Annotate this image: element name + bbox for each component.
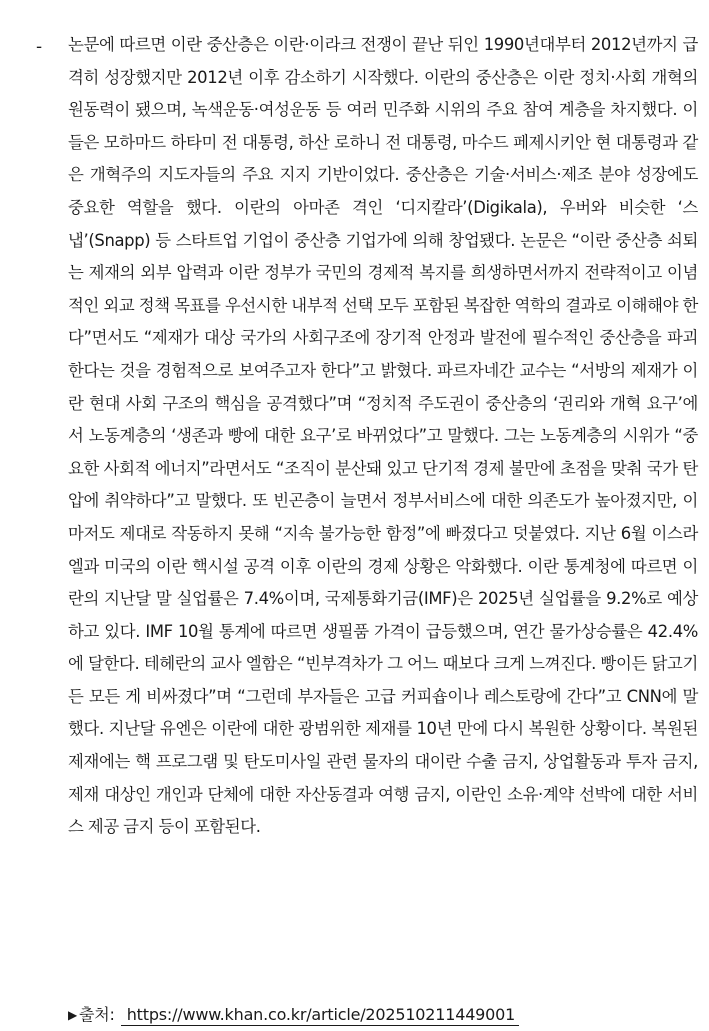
source-line [68, 1000, 519, 1031]
triangle-right-icon: ▶ [68, 1008, 78, 1022]
body-paragraph: 논문에 따르면 이란 중산층은 이란·이라크 전쟁이 끝난 뒤인 1990년대부터 2012년까지 급격히 성장했지만 2012년 이후 감소하기 시작했다. 이란의 중산층은 이란 정치·사회 개혁의 원동력이 됐으며, 녹색운동·여성운동 등 여러 민주화 시위의 주요 참여 계층을 차지했다. 이들은 모하마드 하타미 전 대통령, 하산 로하니 전 대통령, 마수드 페제시키안 현 대통령과 같은 개혁주의 지도자들의 주요 지지 기반이었다. 중산층은 기술·서비스·제조 분야 성장에도 중요한 역할을 했다. 이란의 아마존 격인 ‘디지칼라’(Digikala), 우버와 비슷한 ‘스냅’(Snapp) 등 스타트업 기업이 중산층 기업가에 의해 창업됐다. 논문은 “이란 중산층 쇠퇴는 제재의 외부 압력과 이란 정부가 국민의 경제적 복지를 희생하면서까지 전략적이고 이념적인 외교 정책 목표를 우선시한 내부적 선택 모두 포함된 복잡한 역학의 결과로 이해해야 한다”면서도 “제재가 대상 국가의 사회구조에 장기적 안정과 발전에 필수적인 중산층을 파괴한다는 것을 경험적으로 보여주고자 한다”고 밝혔다. 파르자네간 교수는 “서방의 제재가 이란 현대 사회 구조의 핵심을 공격했다”며 “정치적 주도권이 중산층의 ‘권리와 개혁 요구’에서 노동계층의 ‘생존과 빵에 대한 요구’로 바뀌었다”고 말했다. 그는 노동계층의 시위가 “중요한 사회적 에너지”라면서도 “조직이 분산돼 있고 단기적 경제 불만에 초점을 맞춰 국가 탄압에 취약하다”고 말했다. 또 빈곤층이 늘면서 정부서비스에 대한 의존도가 높아졌지만, 이마저도 제대로 작동하지 못해 “지속 불가능한 함정”에 빠졌다고 덧붙였다. 지난 6월 이스라엘과 미국의 이란 핵시설 공격 이후 이란의 경제 상황은 악화했다. 이란 통계청에 따르면 이란의 지난달 말 실업률은 7.4%이며, 국제통화기금(IMF)은 2025년 실업률을 9.2%로 예상하고 있다. IMF 10월 통계에 따르면 생필품 가격이 급등했으며, 연간 물가상승률은 42.4%에 달한다. 테헤란의 교사 엘함은 “빈부격차가 그 어느 때보다 크게 느껴진다. 빵이든 닭고기든 모든 게 비싸졌다”며 “그런데 부자들은 고급 커피숍이나 레스토랑에 간다”고 CNN에 말했다. 지난달 유엔은 이란에 대한 광범위한 제재를 10년 만에 다시 복원한 상황이다. 복원된 제재에는 핵 프로그램 및 탄도미사일 관련 물자의 대이란 수출 금지, 상업활동과 투자 금지, 제재 대상인 개인과 단체에 대한 자산동결과 여행 금지, 이란인 소유·계약 선박에 대한 서비스 제공 금지 등이 포함된다. [68, 35, 698, 837]
source-label: 출처: [79, 1005, 115, 1024]
bullet-marker: - [36, 37, 43, 57]
source-link[interactable]: https://www.khan.co.kr/article/202510211449001 [121, 1005, 519, 1026]
